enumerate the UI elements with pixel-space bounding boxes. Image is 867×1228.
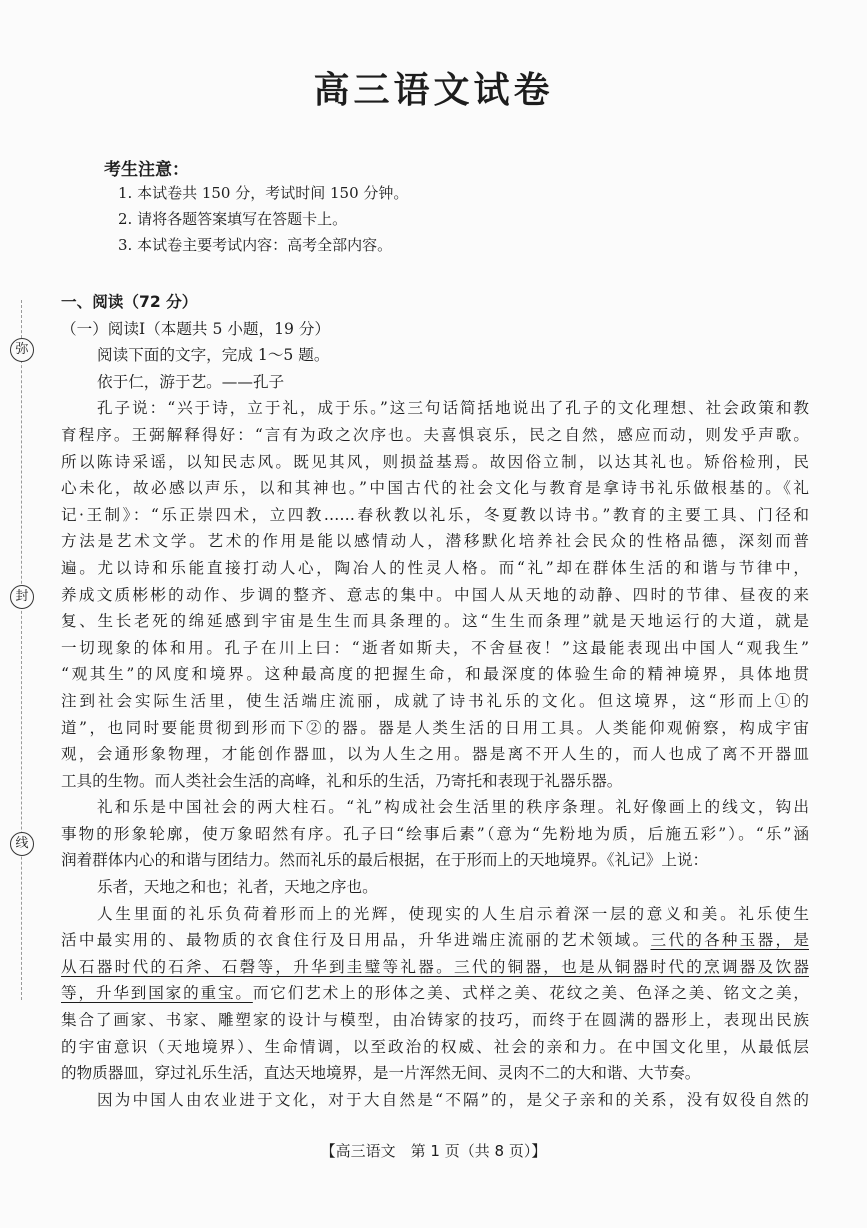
text-line: 的宇宙意识（天地境界）、生命情调，以至政治的权威、社会的亲和力。在中国文化里，从最低层 xyxy=(61,1037,809,1056)
text-line: “观其生”的风度和境界。这种最高度的把握生命，和最深度的体验生命的精神境界，具体地贯 xyxy=(61,665,809,684)
page-footer: 【高三语文 第 1 页（共 8 页）】 xyxy=(320,1142,547,1160)
text-line: 观，会通形象物理，才能创作器皿，以为人生之用。器是离不开人生的，而人也成了离不开器皿 xyxy=(61,745,809,764)
text-line: 工具的生物。而人类社会生活的高峰，礼和乐的生活，乃寄托和表现于礼器乐器。 xyxy=(61,771,623,790)
section-heading: 一、阅读（72 分） xyxy=(61,293,198,311)
text-line: 注到社会实际生活里，使生活端庄流丽，成就了诗书礼乐的文化。但这境界，这“形而上①的 xyxy=(61,691,809,710)
text-line xyxy=(61,980,809,1007)
reading-section xyxy=(61,289,809,1113)
passage-paragraph-4 xyxy=(61,1087,809,1114)
text-line: 润着群体内心的和谐与团结力。然而礼乐的最后根据，在于形而上的天地境界。《礼记》上说： xyxy=(61,851,709,870)
subsection-heading: （一）阅读Ⅰ（本题共 5 小题，19 分） xyxy=(61,319,331,338)
binding-line xyxy=(21,300,22,1000)
text-line: 道”，也同时要能贯彻到形而下②的器。器是人类生活的日用工具。人类能仰观俯察，构成宇宙 xyxy=(61,718,809,737)
text-line: 集合了画家、书家、雕塑家的设计与模型，由冶铸家的技巧，而终于在圆满的器形上，表现出民族 xyxy=(61,1011,809,1030)
text-line: 记·王制》：“乐正崇四术，立四教……春秋教以礼乐，冬夏教以诗书。”教育的主要工具、门径和 xyxy=(61,505,809,524)
underlined-text: 等，升华到国家的重宝。 xyxy=(61,984,253,1003)
notice-item: 2. 请将各题答案填写在答题卡上。 xyxy=(118,210,348,228)
passage-paragraph-2 xyxy=(61,794,809,874)
text-line: 心未化，故必感以声乐，以和其神也。”中国古代的社会文化与教育是拿诗书礼乐做根基的。《礼 xyxy=(61,479,809,498)
passage-paragraph-3 xyxy=(61,901,809,1087)
notice-item: 1. 本试卷共 150 分，考试时间 150 分钟。 xyxy=(118,184,409,202)
notice-item: 3. 本试卷主要考试内容：高考全部内容。 xyxy=(118,236,393,254)
binding-mark-mi: 弥 xyxy=(10,338,34,362)
instruction: 阅读下面的文字，完成 1～5 题。 xyxy=(97,346,330,365)
text-line: 遍。尤以诗和乐能直接打动人心，陶冶人的性灵人格。而“礼”却在群体生活的和谐与节律中， xyxy=(61,558,809,577)
text-line: 一切现象的体和用。孔子在川上曰：“逝者如斯夫，不舍昼夜！”这最能表现出中国人“观我生” xyxy=(61,638,809,657)
text-segment: 而它们艺术上的形体之美、式样之美、花纹之美、色泽之美、铭文之美， xyxy=(252,984,809,1003)
text-line: 复、生长老死的绵延感到宇宙是生生而具条理的。这“生生而条理”就是天地运行的大道，就是 xyxy=(61,612,809,631)
text-line: 的物质器皿，穿过礼乐生活，直达天地境界，是一片浑然无间、灵肉不二的大和谐、大节奏。 xyxy=(61,1064,701,1083)
text-segment: 活中最实用的、最物质的衣食住行及日用品，升华进端庄流丽的艺术领域。 xyxy=(61,931,651,950)
text-line: 因为中国人由农业进于文化，对于大自然是“不隔”的，是父子亲和的关系，没有奴役自然的 xyxy=(97,1090,809,1109)
candidate-notice xyxy=(104,155,408,258)
binding-mark-xian: 线 xyxy=(10,832,34,856)
text-line: 方法是艺术文学。艺术的作用是能以感情动人，潜移默化培养社会民众的性格品德，深刻而普 xyxy=(61,532,809,551)
underlined-text: 三代的各种玉器，是 xyxy=(650,931,809,950)
text-line: 孔子说：“兴于诗，立于礼，成于乐。”这三句话简括地说出了孔子的文化理想、社会政策和教 xyxy=(97,399,809,418)
text-line: 所以陈诗采谣，以知民志风。既见其风，则损益基焉。故因俗立制，以达其礼也。矫俗检刑，民 xyxy=(61,452,809,471)
exam-title: 高三语文试卷 xyxy=(313,70,554,111)
text-line: 礼和乐是中国社会的两大柱石。“礼”构成社会生活里的秩序条理。礼好像画上的线文，钩出 xyxy=(97,798,809,817)
quotation: 乐者，天地之和也；礼者，天地之序也。 xyxy=(97,878,378,897)
passage-paragraph-1 xyxy=(61,395,809,794)
underlined-text: 从石器时代的石斧、石磬等，升华到圭璧等礼器。三代的铜器，也是从铜器时代的烹调器及饮器 xyxy=(61,957,809,976)
text-line: 人生里面的礼乐负荷着形而上的光辉，使现实的人生启示着深一层的意义和美。礼乐使生 xyxy=(97,904,809,923)
notice-heading: 考生注意： xyxy=(104,160,189,180)
binding-mark-feng: 封 xyxy=(10,585,34,609)
text-line xyxy=(61,927,809,954)
text-line: 事物的形象轮廓，使万象昭然有序。孔子曰“绘事后素”（意为“先粉地为质，后施五彩”）。“乐”涵 xyxy=(61,824,809,843)
text-line: 育程序。王弼解释得好：“言有为政之次序也。夫喜惧哀乐，民之自然，感应而动，则发乎声歌。 xyxy=(61,425,809,444)
epigraph: 依于仁，游于艺。——孔子 xyxy=(97,372,285,391)
text-line: 养成文质彬彬的动作、步调的整齐、意志的集中。中国人从天地的动静、四时的节律、昼夜的来 xyxy=(61,585,809,604)
